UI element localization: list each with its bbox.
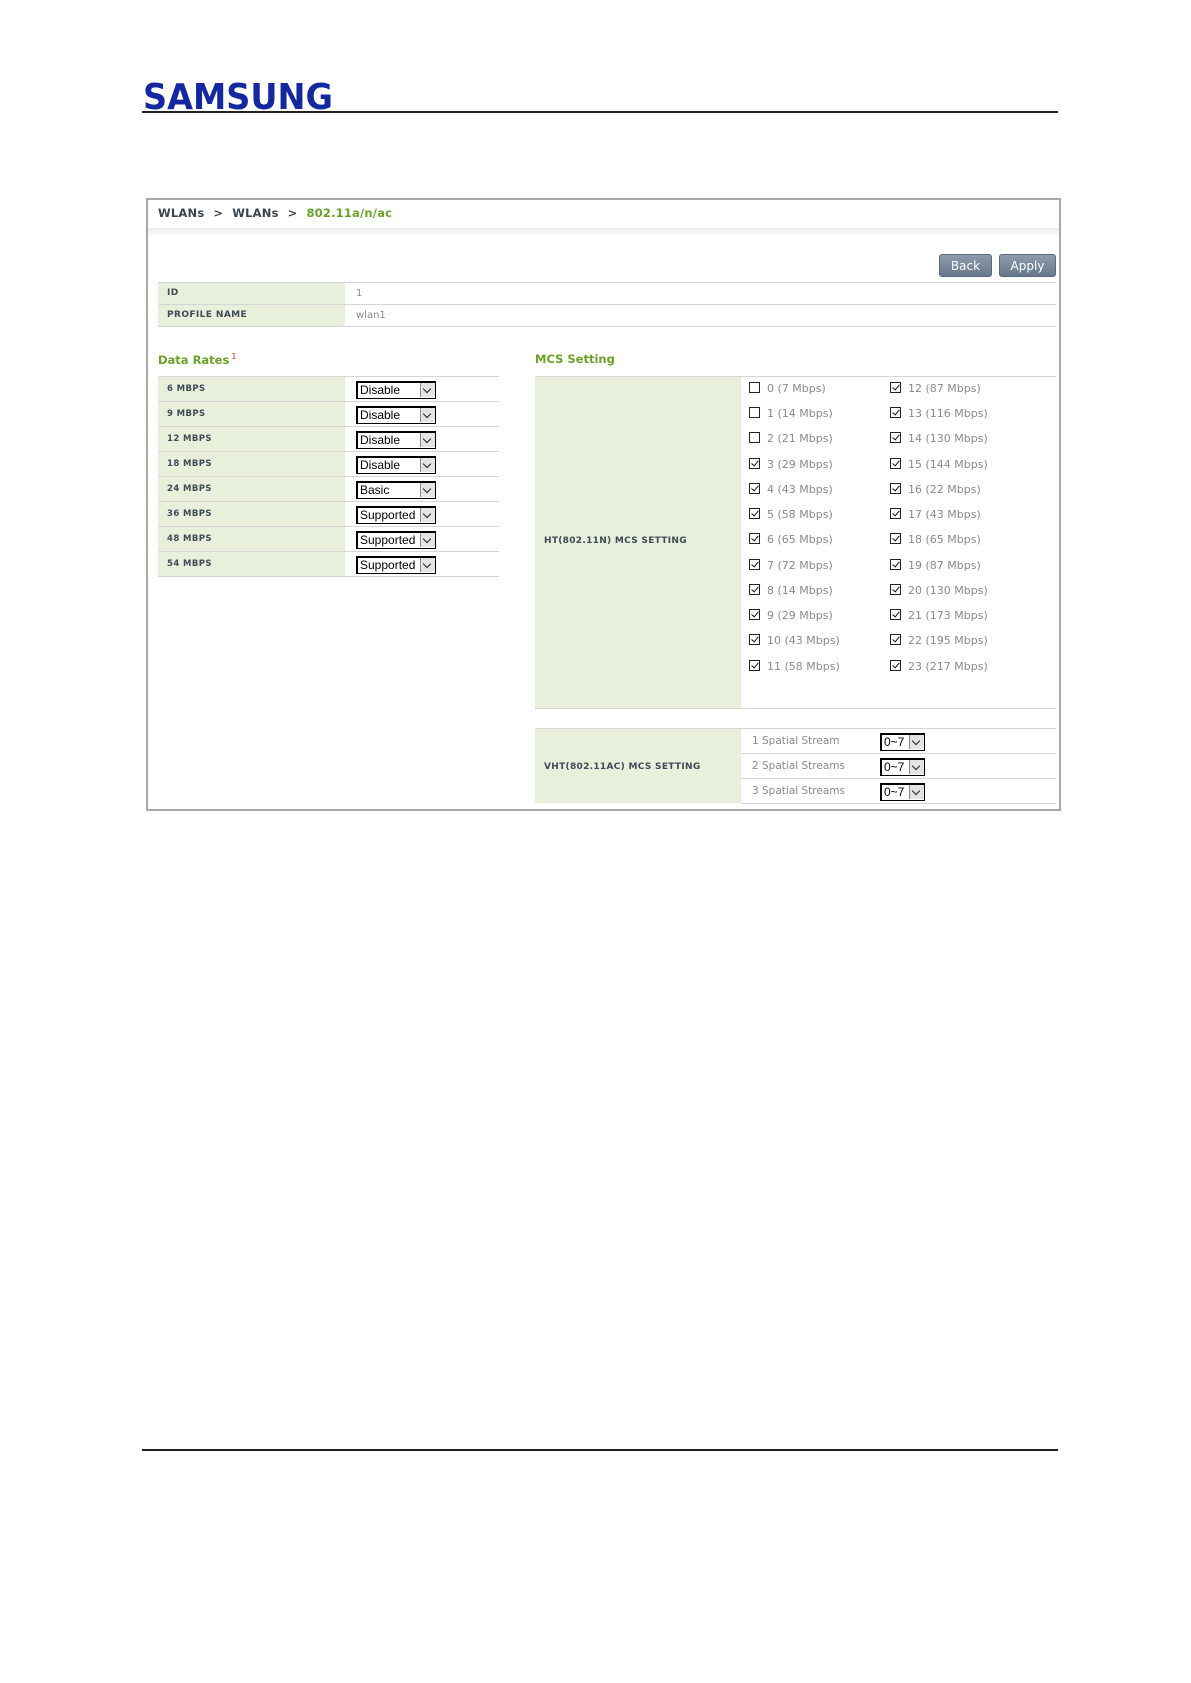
- checkbox-checked-icon[interactable]: [890, 407, 901, 418]
- apply-button[interactable]: Apply: [999, 254, 1056, 277]
- ht-mcs-label-cell: [535, 377, 741, 708]
- checkbox-unchecked-icon[interactable]: [749, 382, 760, 393]
- data-rate-row: [158, 377, 499, 402]
- breadcrumb-current: 802.11a/n/ac: [306, 206, 393, 220]
- vht-mcs-select[interactable]: [880, 758, 925, 776]
- data-rate-label: 6 MBPS: [158, 377, 345, 401]
- data-rate-select-value: Disable: [360, 383, 401, 397]
- chevron-down-icon[interactable]: [909, 735, 924, 749]
- data-rate-cell: [345, 529, 436, 549]
- vht-mcs-select[interactable]: [880, 733, 925, 751]
- data-rate-select-value: Supported: [360, 558, 416, 572]
- mcs-item-label: 3 (29 Mbps): [767, 458, 833, 471]
- mcs-checkbox-item[interactable]: [749, 432, 833, 445]
- mcs-checkbox-item[interactable]: [749, 533, 833, 546]
- info-value: 1: [356, 288, 363, 299]
- chevron-down-icon[interactable]: [420, 458, 435, 472]
- mcs-item-label: 0 (7 Mbps): [767, 382, 826, 395]
- mcs-checkbox-item[interactable]: [749, 660, 840, 673]
- mcs-item-label: 7 (72 Mbps): [767, 559, 833, 572]
- chevron-down-icon[interactable]: [420, 408, 435, 422]
- checkbox-unchecked-icon[interactable]: [749, 407, 760, 418]
- mcs-checkbox-item[interactable]: [749, 382, 826, 395]
- info-value: wlan1: [356, 310, 386, 321]
- mcs-checkbox-item[interactable]: [749, 609, 833, 622]
- data-rate-select[interactable]: [356, 481, 436, 499]
- checkbox-unchecked-icon[interactable]: [749, 432, 760, 443]
- data-rates-title-text: Data Rates: [158, 352, 230, 367]
- info-row-profile-name: [158, 305, 1056, 327]
- data-rate-row: [158, 527, 499, 552]
- data-rate-select[interactable]: [356, 531, 436, 549]
- mcs-item-label: 19 (87 Mbps): [908, 559, 981, 572]
- data-rates-title: [158, 352, 236, 367]
- mcs-item-label: 22 (195 Mbps): [908, 634, 988, 647]
- vht-stream-label: 1 Spatial Stream: [752, 735, 840, 747]
- checkbox-checked-icon[interactable]: [890, 634, 901, 645]
- mcs-item-label: 21 (173 Mbps): [908, 609, 988, 622]
- mcs-item-label: 16 (22 Mbps): [908, 483, 981, 496]
- vht-mcs-select[interactable]: [880, 783, 925, 801]
- mcs-checkbox-item[interactable]: [749, 483, 833, 496]
- chevron-down-icon[interactable]: [909, 760, 924, 774]
- breadcrumb-item-wlans-2[interactable]: WLANs: [232, 206, 279, 220]
- checkbox-checked-icon[interactable]: [890, 660, 901, 671]
- info-label: PROFILE NAME: [158, 305, 345, 326]
- chevron-down-icon[interactable]: [420, 433, 435, 447]
- checkbox-checked-icon[interactable]: [890, 432, 901, 443]
- data-rate-label: 24 MBPS: [158, 477, 345, 501]
- mcs-item-label: 20 (130 Mbps): [908, 584, 988, 597]
- chevron-down-icon[interactable]: [420, 508, 435, 522]
- data-rate-select-value: Disable: [360, 408, 401, 422]
- mcs-item-label: 6 (65 Mbps): [767, 533, 833, 546]
- mcs-item-label: 4 (43 Mbps): [767, 483, 833, 496]
- checkbox-checked-icon[interactable]: [890, 483, 901, 494]
- data-rate-cell: [345, 404, 436, 424]
- checkbox-checked-icon[interactable]: [749, 660, 760, 671]
- checkbox-checked-icon[interactable]: [749, 483, 760, 494]
- mcs-item-label: 2 (21 Mbps): [767, 432, 833, 445]
- data-rate-cell: [345, 454, 436, 474]
- vht-mcs-select-value: 0~7: [884, 735, 905, 749]
- checkbox-checked-icon[interactable]: [890, 508, 901, 519]
- ht-mcs-setting: [535, 376, 1056, 709]
- mcs-item-label: 13 (116 Mbps): [908, 407, 988, 420]
- data-rates-table: [158, 376, 499, 577]
- mcs-item-label: 17 (43 Mbps): [908, 508, 981, 521]
- data-rate-select-value: Basic: [360, 483, 390, 497]
- data-rate-row: [158, 402, 499, 427]
- mcs-checkbox-item[interactable]: [749, 559, 833, 572]
- breadcrumb-separator: >: [287, 206, 298, 220]
- checkbox-checked-icon[interactable]: [890, 533, 901, 544]
- data-rate-select[interactable]: [356, 456, 436, 474]
- mcs-checkbox-item[interactable]: [890, 382, 981, 395]
- mcs-checkbox-item[interactable]: [890, 483, 981, 496]
- checkbox-checked-icon[interactable]: [890, 584, 901, 595]
- mcs-item-label: 11 (58 Mbps): [767, 660, 840, 673]
- mcs-item-label: 12 (87 Mbps): [908, 382, 981, 395]
- mcs-checkbox-item[interactable]: [749, 634, 840, 647]
- mcs-item-label: 23 (217 Mbps): [908, 660, 988, 673]
- vht-mcs-label: VHT(802.11AC) MCS SETTING: [544, 762, 701, 772]
- data-rate-label: 54 MBPS: [158, 552, 345, 576]
- data-rate-row: [158, 502, 499, 527]
- mcs-checkbox-item[interactable]: [749, 584, 833, 597]
- breadcrumb-divider: [148, 228, 1059, 236]
- vht-mcs-setting: [535, 728, 1056, 804]
- mcs-checkbox-item[interactable]: [890, 458, 988, 471]
- mcs-checkbox-item[interactable]: [749, 458, 833, 471]
- mcs-item-label: 10 (43 Mbps): [767, 634, 840, 647]
- data-rate-select[interactable]: [356, 556, 436, 574]
- checkbox-checked-icon[interactable]: [749, 634, 760, 645]
- vht-stream-row: [741, 729, 1056, 754]
- vht-stream-label: 2 Spatial Streams: [752, 760, 845, 772]
- mcs-checkbox-item[interactable]: [890, 432, 988, 445]
- mcs-setting-title: MCS Setting: [535, 352, 615, 366]
- header-rule: [142, 111, 1058, 113]
- data-rate-cell: [345, 379, 436, 399]
- data-rate-select-value: Disable: [360, 433, 401, 447]
- info-label: ID: [158, 283, 345, 304]
- checkbox-checked-icon[interactable]: [749, 508, 760, 519]
- data-rate-row: [158, 477, 499, 502]
- vht-stream-label: 3 Spatial Streams: [752, 785, 845, 797]
- samsung-logo: [143, 78, 333, 114]
- mcs-checkbox-item[interactable]: [749, 508, 833, 521]
- mcs-checkbox-item[interactable]: [890, 660, 988, 673]
- checkbox-checked-icon[interactable]: [749, 533, 760, 544]
- data-rate-row: [158, 452, 499, 477]
- footnote-mark: 1: [231, 352, 237, 361]
- vht-stream-row: [741, 779, 1056, 804]
- breadcrumb-separator: >: [213, 206, 224, 220]
- chevron-down-icon[interactable]: [420, 558, 435, 572]
- data-rate-select-value: Supported: [360, 533, 416, 547]
- mcs-item-label: 1 (14 Mbps): [767, 407, 833, 420]
- svg-text:SAMSUNG: SAMSUNG: [143, 78, 333, 114]
- back-button[interactable]: Back: [939, 254, 992, 277]
- mcs-checkbox-item[interactable]: [890, 508, 981, 521]
- vht-mcs-label-cell: [535, 729, 741, 803]
- data-rate-cell: [345, 554, 436, 574]
- checkbox-checked-icon[interactable]: [890, 458, 901, 469]
- chevron-down-icon[interactable]: [420, 483, 435, 497]
- mcs-checkbox-item[interactable]: [749, 407, 833, 420]
- mcs-item-label: 5 (58 Mbps): [767, 508, 833, 521]
- profile-info-table: [158, 282, 1056, 327]
- mcs-checkbox-item[interactable]: [890, 634, 988, 647]
- data-rate-cell: [345, 429, 436, 449]
- mcs-checkbox-item[interactable]: [890, 533, 981, 546]
- mcs-item-label: 8 (14 Mbps): [767, 584, 833, 597]
- mcs-checkbox-item[interactable]: [890, 609, 988, 622]
- data-rate-row: [158, 552, 499, 577]
- ht-mcs-label: HT(802.11N) MCS SETTING: [544, 536, 687, 546]
- mcs-item-label: 15 (144 Mbps): [908, 458, 988, 471]
- data-rate-select[interactable]: [356, 431, 436, 449]
- mcs-checkbox-item[interactable]: [890, 559, 981, 572]
- mcs-checkbox-item[interactable]: [890, 407, 988, 420]
- info-row-id: [158, 283, 1056, 305]
- data-rate-label: 12 MBPS: [158, 427, 345, 451]
- data-rate-cell: [345, 504, 436, 524]
- chevron-down-icon[interactable]: [420, 533, 435, 547]
- checkbox-checked-icon[interactable]: [890, 609, 901, 620]
- breadcrumb: [158, 206, 392, 220]
- data-rate-label: 36 MBPS: [158, 502, 345, 526]
- wlan-settings-panel: [146, 198, 1061, 811]
- data-rate-select-value: Disable: [360, 458, 401, 472]
- data-rate-select[interactable]: [356, 506, 436, 524]
- checkbox-checked-icon[interactable]: [749, 559, 760, 570]
- mcs-item-label: 18 (65 Mbps): [908, 533, 981, 546]
- checkbox-checked-icon[interactable]: [749, 458, 760, 469]
- checkbox-checked-icon[interactable]: [890, 559, 901, 570]
- checkbox-checked-icon[interactable]: [749, 584, 760, 595]
- data-rate-select[interactable]: [356, 381, 436, 399]
- vht-mcs-select-value: 0~7: [884, 760, 905, 774]
- vht-mcs-select-value: 0~7: [884, 785, 905, 799]
- data-rate-label: 48 MBPS: [158, 527, 345, 551]
- data-rate-label: 18 MBPS: [158, 452, 345, 476]
- checkbox-checked-icon[interactable]: [890, 382, 901, 393]
- footer-rule: [142, 1449, 1058, 1451]
- chevron-down-icon[interactable]: [909, 785, 924, 799]
- chevron-down-icon[interactable]: [420, 383, 435, 397]
- mcs-checkbox-item[interactable]: [890, 584, 988, 597]
- data-rate-cell: [345, 479, 436, 499]
- checkbox-checked-icon[interactable]: [749, 609, 760, 620]
- mcs-item-label: 9 (29 Mbps): [767, 609, 833, 622]
- breadcrumb-item-wlans[interactable]: WLANs: [158, 206, 205, 220]
- data-rate-label: 9 MBPS: [158, 402, 345, 426]
- data-rate-select-value: Supported: [360, 508, 416, 522]
- data-rate-row: [158, 427, 499, 452]
- mcs-item-label: 14 (130 Mbps): [908, 432, 988, 445]
- vht-stream-row: [741, 754, 1056, 779]
- data-rate-select[interactable]: [356, 406, 436, 424]
